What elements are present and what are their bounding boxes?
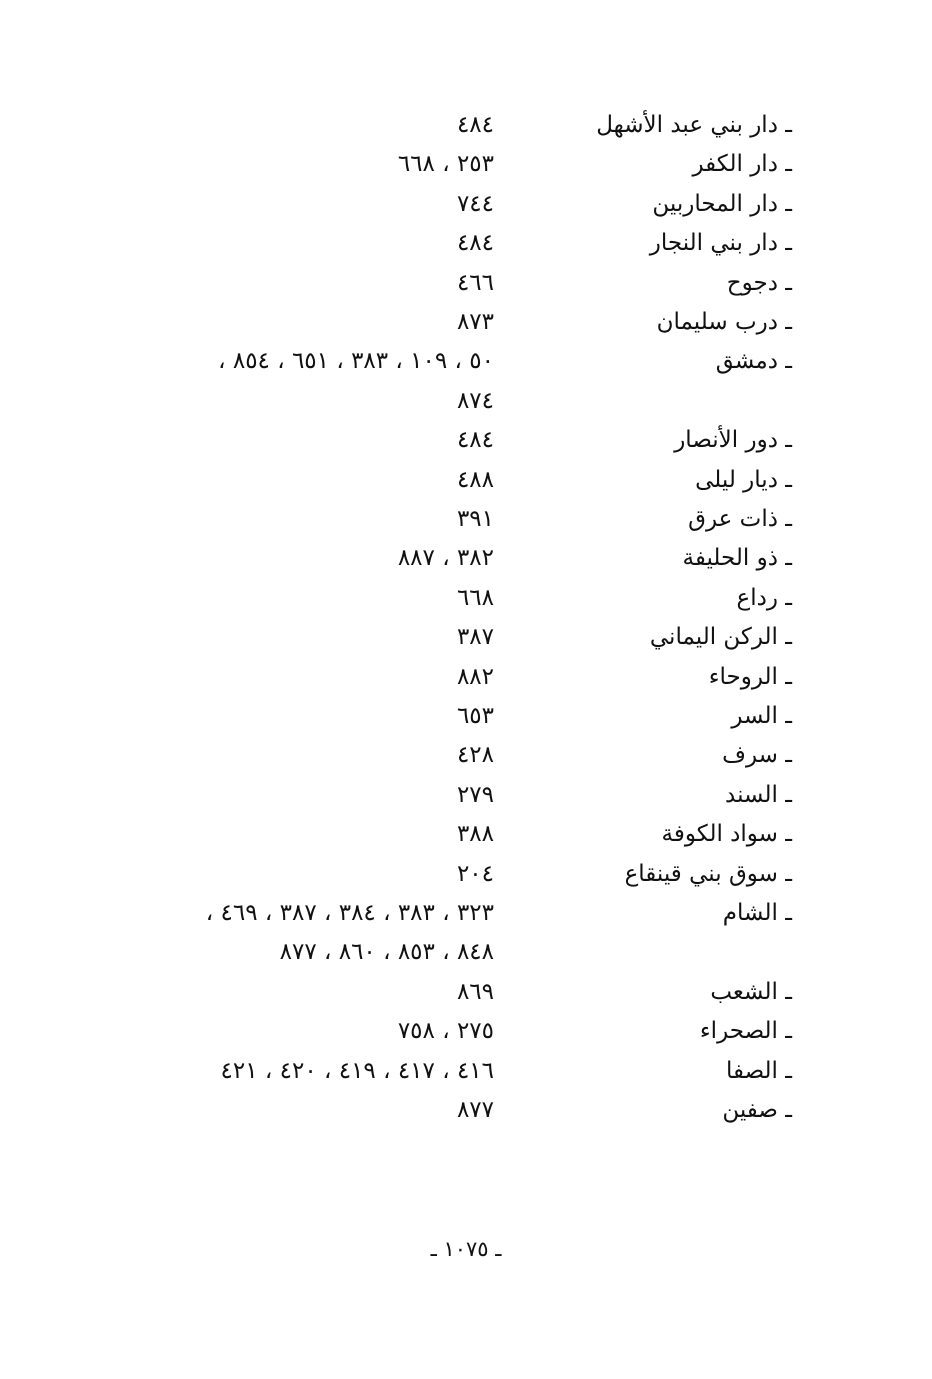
- entry-term: ـ ديار ليلى: [695, 466, 792, 493]
- entry-term: ـ دار بني عبد الأشهل: [596, 112, 792, 138]
- index-entry: [0, 937, 932, 977]
- entry-pages: ٧٤٤: [456, 190, 494, 217]
- entry-pages: ٤٨٤: [456, 230, 494, 257]
- index-entry: [0, 701, 932, 741]
- index-entry: [0, 543, 932, 583]
- index-entry: [0, 977, 932, 1017]
- index-entry: [0, 307, 932, 347]
- index-entry: [0, 780, 932, 820]
- entry-pages: ٤٦٦: [456, 269, 494, 296]
- entry-pages: ٨٨٢: [456, 663, 494, 690]
- index-entry: [0, 819, 932, 859]
- entry-pages: ٨٤٨ ، ٨٥٣ ، ٨٦٠ ، ٨٧٧: [279, 939, 494, 966]
- index-entry: [0, 228, 932, 268]
- entry-pages: ٣٨٢ ، ٨٨٧: [397, 545, 494, 572]
- entry-term: ـ السر: [731, 703, 792, 729]
- entry-term: ـ دمشق: [715, 348, 792, 375]
- entry-term: ـ دار الكفر: [692, 151, 792, 178]
- index-entry: [0, 149, 932, 189]
- entry-pages: ٤١٦ ، ٤١٧ ، ٤١٩ ، ٤٢٠ ، ٤٢١: [220, 1057, 494, 1084]
- entry-pages: ٦٦٨: [456, 584, 494, 611]
- entry-pages: ٨٧٣: [456, 309, 494, 335]
- index-entry: [0, 268, 932, 308]
- entry-term: ـ دور الأنصار: [674, 427, 792, 454]
- index-entry: [0, 1095, 932, 1135]
- entry-pages: ٢٧٩: [456, 781, 494, 808]
- entry-pages: ٤٨٤: [456, 112, 494, 138]
- entry-term: ـ سوق بني قينقاع: [624, 860, 792, 887]
- entry-pages: ٤٨٨: [456, 466, 494, 493]
- entry-term: ـ الروحاء: [708, 663, 792, 690]
- index-entry: [0, 859, 932, 899]
- entry-term: ـ الشعب: [710, 978, 792, 1005]
- entry-term: ـ دار بني النجار: [649, 230, 792, 257]
- entry-term: ـ ذو الحليفة: [682, 545, 792, 572]
- index-entry: [0, 740, 932, 780]
- index-entry: [0, 465, 932, 505]
- entry-term: ـ سرف: [722, 742, 792, 769]
- entry-pages: ٨٧٧: [456, 1097, 494, 1123]
- entry-term: ـ الصفا: [725, 1057, 792, 1084]
- entry-pages: ٤٨٤: [456, 427, 494, 454]
- entry-term: ـ ذات عرق: [688, 506, 792, 532]
- entry-pages: ٤٢٨: [456, 742, 494, 769]
- index-entry: [0, 504, 932, 544]
- index-entry: [0, 110, 932, 150]
- entry-term: ـ صفين: [722, 1097, 792, 1123]
- entry-term: ـ رداع: [736, 584, 792, 611]
- entry-pages: ٥٠ ، ١٠٩ ، ٣٨٣ ، ٦٥١ ، ٨٥٤ ،: [218, 348, 494, 375]
- index-entry: [0, 189, 932, 229]
- entry-pages: ٨٧٤: [456, 387, 494, 414]
- entry-pages: ٣٢٣ ، ٣٨٣ ، ٣٨٤ ، ٣٨٧ ، ٤٦٩ ،: [205, 900, 494, 926]
- entry-pages: ٢٠٤: [456, 860, 494, 887]
- entry-pages: ٣٨٧: [456, 624, 494, 651]
- entry-pages: ٦٥٣: [456, 703, 494, 729]
- entry-term: ـ الشام: [722, 900, 792, 926]
- index-entry: [0, 425, 932, 465]
- entry-term: ـ السند: [725, 781, 792, 808]
- index-entry: [0, 386, 932, 426]
- entry-term: ـ سواد الكوفة: [661, 821, 792, 848]
- entry-term: ـ دار المحاربين: [652, 190, 792, 217]
- index-entry: [0, 1016, 932, 1056]
- index-entry: [0, 1056, 932, 1096]
- entry-term: ـ الركن اليماني: [649, 624, 792, 651]
- entry-pages: ٢٥٣ ، ٦٦٨: [397, 151, 494, 178]
- entry-term: ـ الصحراء: [699, 1018, 792, 1045]
- index-entry: [0, 346, 932, 386]
- index-entry: [0, 898, 932, 938]
- index-entry: [0, 662, 932, 702]
- entry-pages: ٣٨٨: [456, 821, 494, 848]
- entry-pages: ٨٦٩: [456, 978, 494, 1005]
- index-entry: [0, 583, 932, 623]
- entry-pages: ٣٩١: [456, 506, 494, 532]
- entry-term: ـ درب سليمان: [656, 309, 792, 335]
- page-number: ـ ١٠٧٥ ـ: [430, 1237, 502, 1261]
- index-entry: [0, 622, 932, 662]
- entry-pages: ٢٧٥ ، ٧٥٨: [397, 1018, 494, 1045]
- entry-term: ـ دجوح: [726, 269, 792, 296]
